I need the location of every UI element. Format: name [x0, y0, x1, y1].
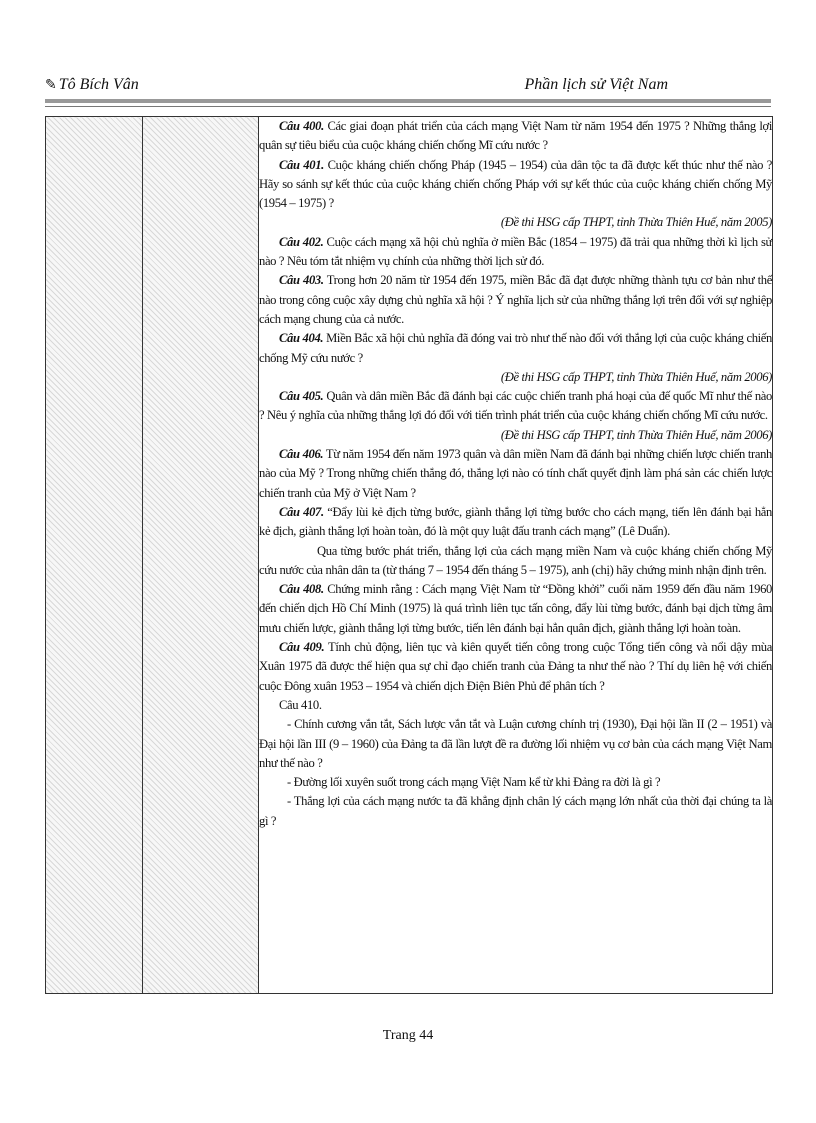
question-410-label: Câu 410.: [279, 697, 322, 712]
question-401-source: (Đề thi HSG cấp THPT, tỉnh Thừa Thiên Huế, năm 2005): [500, 215, 772, 230]
question-407: Câu 407. “Đẩy lùi kẻ địch từng bước, giành thắng lợi từng bước cho cách mạng, tiến lên đánh bại hẳn kẻ địch, giành thắng lợi hoàn toàn, đó là một quy luật đấu tranh cách mạng” (Lê Duẩn).: [259, 504, 772, 539]
header-rule: [45, 99, 771, 103]
question-410-item-2: - Đường lối xuyên suốt trong cách mạng Việt Nam kể từ khi Đảng ra đời là gì ?: [287, 775, 661, 790]
hatched-column-1: [46, 117, 143, 994]
question-408: Câu 408. Chứng minh rằng : Cách mạng Việt Nam từ “Đồng khởi” cuối năm 1959 đến đầu năm 1960 đến chiến dịch Hồ Chí Minh (1975) là quá trình liên tục tấn công, đẩy lùi từng bước, đánh bại dịch từng âm mưu chiến lược, giành thắng lợi từng bước, tiến lên đánh bại hẳn quân địch, giành thắng lợi hoàn toàn.: [259, 582, 772, 635]
hatched-column-2: [143, 117, 259, 994]
question-407-extra: Qua từng bước phát triển, thắng lợi của cách mạng miền Nam và cuộc kháng chiến chống Mỹ cứu nước của nhân dân ta (từ tháng 7 – 1954 đến tháng 5 – 1975), anh (chị) hãy chứng minh nhận định trên.: [259, 543, 772, 577]
page-number: Trang 44: [382, 1028, 434, 1043]
author-name: ✎ Tô Bích Vân: [45, 76, 139, 93]
question-table: [45, 116, 773, 994]
header-rule-thin: [45, 106, 771, 107]
question-403: Câu 403. Trong hơn 20 năm từ 1954 đến 1975, miền Bắc đã đạt được những thành tựu cơ bản như thế nào trong công cuộc xây dựng chủ nghĩa xã hội ? Ý nghĩa lịch sử của những thắng lợi trên đối với sự nghiệp cách mạng chung của cả nước.: [259, 273, 772, 326]
question-406: Câu 406. Từ năm 1954 đến năm 1973 quân và dân miền Nam đã đánh bại những chiến lược chiến tranh nào của Mỹ ? Trong những chiến thắng đó, thắng lợi nào có tính chất quyết định làm phá sản các chiến lược chiến tranh của Mỹ ở Việt Nam ?: [259, 447, 773, 500]
page-header: [45, 76, 771, 98]
question-409: Câu 409. Tính chủ động, liên tục và kiên quyết tiến công trong cuộc Tổng tiến công và nổi dậy mùa Xuân 1975 đã được thể hiện qua sự chỉ đạo chiến tranh của Đảng ta như thế nào ? Thí dụ liên hệ với chiến cuộc Đông xuân 1953 – 1954 và chiến dịch Điện Biên Phủ để phân tích ?: [259, 640, 772, 693]
question-400: Câu 400. Các giai đoạn phát triển của cách mạng Việt Nam từ năm 1954 đến 1975 ? Những thắng lợi quân sự tiêu biểu của cuộc kháng chiến chống Mĩ cứu nước ?: [259, 119, 772, 153]
question-404: Câu 404. Miền Bắc xã hội chủ nghĩa đã đóng vai trò như thế nào đối với thắng lợi của cuộc kháng chiến chống Mỹ cứu nước ?: [259, 331, 772, 365]
question-410-item-1: - Chính cương vắn tắt, Sách lược vắn tắt và Luận cương chính trị (1930), Đại hội lần II (2 – 1951) và Đại hội lần III (9 – 1960) của Đảng ta đã lần lượt đề ra đường lối nhiệm vụ cơ bản của cách mạng Việt Nam như thế nào ?: [259, 717, 772, 770]
pen-icon: ✎: [45, 78, 57, 93]
question-410-item-3: - Thắng lợi của cách mạng nước ta đã khẳng định chân lý cách mạng lớn nhất của thời đại chúng ta là gì ?: [259, 794, 772, 828]
questions-cell: [259, 117, 773, 994]
question-402: Câu 402. Cuộc cách mạng xã hội chủ nghĩa ở miền Bắc (1854 – 1975) đã trải qua những thời kì lịch sử nào ? Nêu tóm tắt nhiệm vụ chính của những thời lịch sử đó.: [259, 234, 772, 269]
question-405-source: (Đề thi HSG cấp THPT, tỉnh Thừa Thiên Huế, năm 2006): [500, 427, 772, 442]
question-404-source: (Đề thi HSG cấp THPT, tỉnh Thừa Thiên Huế, năm 2006): [500, 369, 772, 384]
subject-title: Phần lịch sử Việt Nam: [524, 76, 668, 93]
question-401: Câu 401. Cuộc kháng chiến chống Pháp (1945 – 1954) của dân tộc ta đã được kết thúc như thế nào ? Hãy so sánh sự kết thúc của cuộc kháng chiến chống Pháp với sự kết thúc của cuộc kháng chiến chống Mỹ (1954 – 1975) ?: [259, 157, 772, 211]
question-405: Câu 405. Quân và dân miền Bắc đã đánh bại các cuộc chiến tranh phá hoại của đế quốc Mĩ như thế nào ? Nêu ý nghĩa của những thắng lợi đó đối với tiến trình phát triển của cuộc kháng chiến chống Mĩ cứu nước.: [259, 389, 772, 423]
